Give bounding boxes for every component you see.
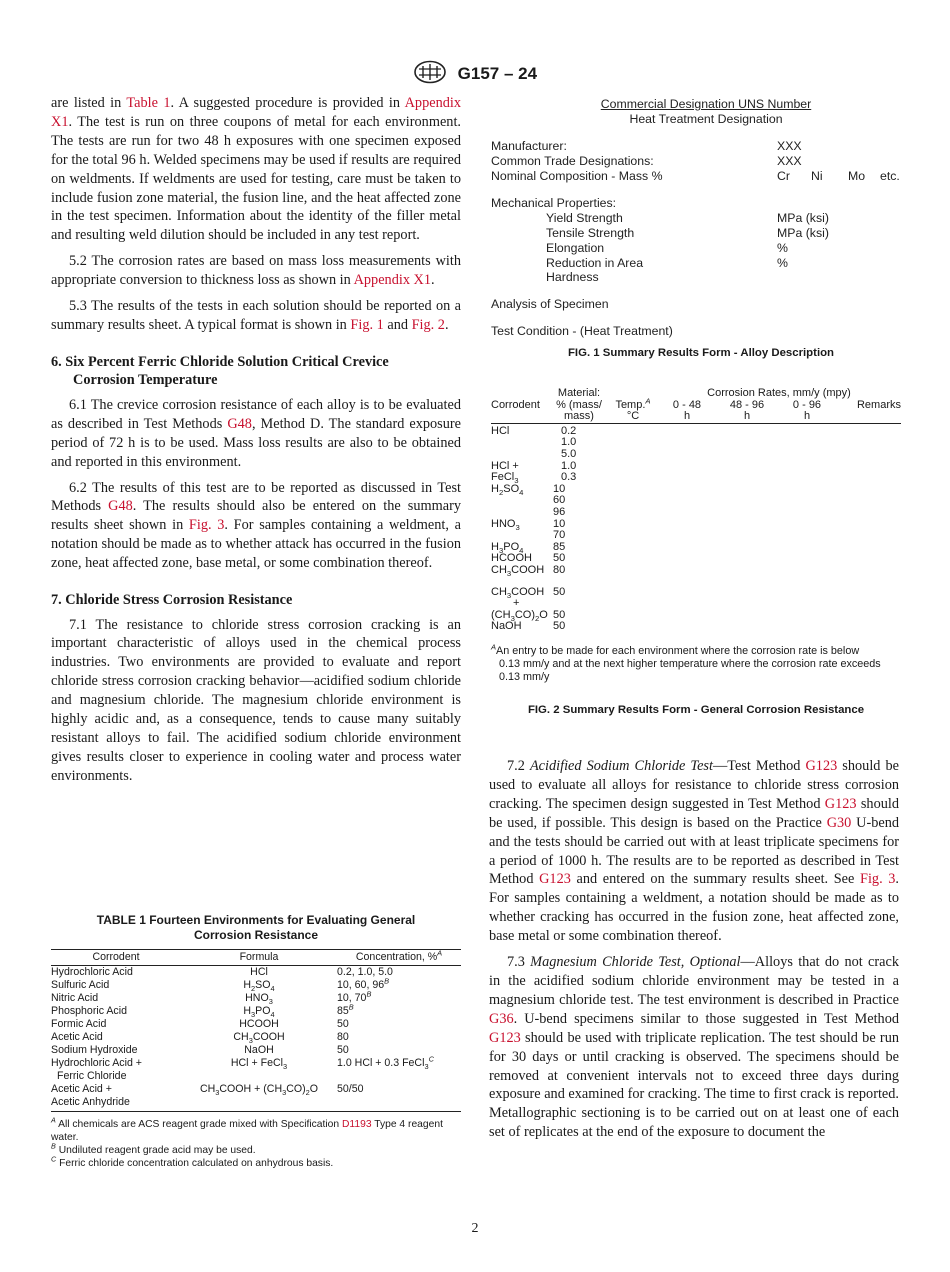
fig1-value: MPa (ksi) [777,226,829,241]
fig2-header: Temp.$^A$ °C [615,395,651,423]
fig1-label: Elongation [546,241,605,256]
section-6-heading: 6. Six Percent Ferric Chloride Solution Critical Crevice Corrosion Temperature [51,353,389,389]
link-g123[interactable]: G123 [539,871,571,888]
figure-1-caption: FIG. 1 Summary Results Form - Alloy Description [567,347,835,359]
fig2-header: Corrosion Rates, mm/y (mpy) [707,387,851,399]
paragraph-7-1: 7.1 The resistance to chloride stress corrosion cracking is an important characteristic of alloys used in the chemical process industries. Two environments are provided to evaluate and report chloride stress corrosion cracking behavior—acidified sodium chloride and magnesium chloride. The magnesium chloride environment is highly acidic and, as a consequence, tends to cause many suitably resistant alloys to fail. The acidified sodium chloride environment gives results closer to experience in cooling water and process water environments. [51,616,461,784]
fig1-value: Mo [848,169,866,184]
table-1-caption: TABLE 1 Fourteen Environments for Evaluating General Corrosion Resistance [96,913,416,942]
fig1-value: XXX [777,139,802,154]
table-1-block [51,913,461,1170]
link-appendix-x1[interactable]: Appendix X1 [51,95,461,130]
link-g123[interactable]: G123 [805,758,838,774]
paragraph-6-1: 6.1 The crevice corrosion resistance of each alloy is to be evaluated as described in Test Methods G48, Method D. The standard exposure period of 72 h is to be used. Mass loss results are also to be obtained and reported in this environment. [51,396,461,470]
fig2-header: 0 - 96 h [792,398,822,423]
table-row: Phosphoric Acid $H_3PO_4$ $85^B$ [51,1002,354,1020]
fig1-label: Mechanical Properties: [491,196,617,211]
table-header-row [51,950,461,966]
table-row: Hydrochloric Acid + Ferric Chloride HCl + FeCl$_3$ 1.0 HCl + 0.3 FeCl$_3^C$ [51,1054,434,1082]
fig1-label: Reduction in Area [546,256,644,271]
table-1-footnotes [51,1115,461,1170]
footnote-c: $^C$ Ferric chloride concentration calculated on anhydrous basis. [51,1154,334,1169]
fig1-label: Nominal Composition - Mass % [491,169,663,184]
table-row: Acetic Acid + Acetic Anhydride $CH_3COOH + (CH_3CO)_2O$ 50/50 [51,1083,461,1112]
paragraph-7-3: 7.3 Magnesium Chloride Test, Optional—Alloys that do not crack in the acidified sodium chloride environment may be tested in a magnesium chloride test. The test environment is described in Practice G36. U-bend specimens similar to those suggested in Test Method G123 should be used with triplicate replication. The test should be run for 30 days or until cracking is observed. The specimens should be removed at convenient intervals not to exceed three days during exposure and examined for cracking. The time to first crack is reported. Metallographic sectioning is to be carried out on at least one of each set of replicates at the end of the exposure to document the [489,954,899,1141]
link-fig-3[interactable]: Fig. 3 [188,517,225,534]
fig1-label: Yield Strength [546,211,623,226]
link-g123[interactable]: G123 [489,1029,521,1046]
table-row: Nitric Acid $HNO_3$ 10, $70^B$ [51,989,372,1007]
table-1 [51,949,461,1112]
fig1-label: Manufacturer: [491,139,567,154]
table-row: Sodium Hydroxide NaOH 50 [51,1044,349,1056]
link-table-1[interactable]: Table 1 [126,95,171,111]
fig1-label: Analysis of Specimen [491,296,609,311]
section-7-heading: 7. Chloride Stress Corrosion Resistance [51,592,293,609]
fig1-label: Common Trade Designations: [491,154,654,169]
link-g36[interactable]: G36 [489,1010,514,1027]
figure-1 [491,97,911,339]
fig2-header: Material: [557,387,601,399]
link-fig-1[interactable]: Fig. 1 [350,316,384,333]
fig2-header: % (mass/ mass) [556,398,602,423]
table-row: Formic Acid HCOOH 50 [51,1018,349,1030]
fig2-header: Remarks [856,398,901,411]
fig2-header: 48 - 96 h [729,398,765,423]
link-g48[interactable]: G48 [108,498,133,515]
fig1-value: % [777,241,788,256]
figure-2-caption: FIG. 2 Summary Results Form - General Corrosion Resistance [527,704,865,716]
link-g123[interactable]: G123 [824,795,857,812]
fig1-value: MPa (ksi) [777,211,829,226]
fig2-header: 0 - 48 h [672,398,702,423]
figure-2 [491,388,911,684]
fig1-value: XXX [777,154,802,169]
fig1-label: Hardness [546,270,599,285]
link-fig-2[interactable]: Fig. 2 [411,316,445,333]
astm-logo-icon [413,60,447,89]
fig2-header: Corrodent [491,398,540,411]
fig1-value: Cr [777,169,790,184]
paragraph-5-2: 5.2 The corrosion rates are based on mass loss measurements with appropriate conversion to thickness loss as shown in Appendix X1. [51,253,461,289]
footnote-b: $^B$ Undiluted reagent grade acid may be used. [51,1141,256,1156]
fig1-title: Commercial Designation UNS Number Heat Treatment Designation [600,97,812,126]
link-fig-3[interactable]: Fig. 3 [860,871,896,888]
col-header: Concentration, %$^A$ [337,950,461,966]
document-designation: G157 – 24 [457,63,538,83]
footnote-a: $^A$ All chemicals are ACS reagent grade mixed with Specification D1193 Type 4 reagent water. [51,1115,443,1143]
table-row: Sulfuric Acid $H_2SO_4$ 10, 60, $96^B$ [51,976,390,994]
fig1-value: Ni [811,169,823,184]
left-column [51,94,461,793]
fig1-label: Test Condition - (Heat Treatment) [491,324,673,339]
paragraph-6-2: 6.2 The results of this test are to be reported as discussed in Test Methods G48. The results should also be entered on the summary results sheet shown in Fig. 3. For samples containing a weldment, a notation should be made as to whether attack has occurred in the fusion zone, heat affected zone, base metal, or some combination thereof. [51,479,461,572]
paragraph-5-3: 5.3 The results of the tests in each solution should be reported on a summary results sheet. A typical format is shown in Fig. 1 and Fig. 2. [51,298,461,333]
col-header: Corrodent [51,950,181,966]
fig1-value: etc. [880,169,900,184]
link-g30[interactable]: G30 [826,814,852,831]
link-appendix-x1[interactable]: Appendix X1 [353,272,432,289]
page-header [0,60,950,89]
fig1-value: % [777,256,788,271]
table-row: Hydrochloric Acid HCl 0.2, 1.0, 5.0 [51,966,393,978]
table-row: Acetic Acid $CH_3COOH$ 80 [51,1031,349,1046]
paragraph-7-2: 7.2 Acidified Sodium Chloride Test—Test Method G123 should be used to evaluate all alloys for resistance to chloride stress corrosion cracking. The specimen design suggested in Test Method G123 should be used, if possible. This design is based on the Practice G30 U-bend and the tests should be carried out with at least triplicate specimens for a period of 1000 h. The results are to be reported as described in Test Method G123 and entered on the summary results sheet. See Fig. 3. For samples containing a weldment, a notation should be made as to whether cracking has occurred in the fusion zone, heat affected zone, base metal or some combination thereof. [489,758,899,945]
right-column [489,757,899,1149]
fig2-table: Material: Corrosion Rates, mm/y (mpy) Corrodent % (mass/ mass) Temp.$^A$ °C 0 - 48 h 48 - 96 h 0 - 96 h Remarks HCl 0.2 1.0 5.0 HCl + 1.0 FeCl$_3$ 0.3 $H_2SO_4$ 10 60 96 $HNO_3$ 10 70 $H_3PO_4$ 85 HCOOH 50 $CH_3COOH$ 80 $CH_3COOH$ 50 + $(CH_3CO)_2O$ 50 NaOH 50 [491,387,901,633]
page-number: 2 [471,1221,479,1236]
col-header: Formula [181,950,337,966]
link-d1193[interactable]: D1193 [341,1119,372,1130]
paragraph-intro: are listed in Table 1. A suggested procedure is provided in Appendix X1. The test is run on three coupons of metal for each environment. The tests are run for two 48 h exposures with one specimen exposed for the total 96 h. Welded specimens may be used if results are required on weldments. If weldments are used for testing, care must be taken to include fusion zone material, the fusion line, and the heat affected zone in the test specimen. Information about the identity of the filler metal and resulting weld dilution should be included in any test report. [51,95,461,244]
fig2-footnote: $^A$An entry to be made for each environment where the corrosion rate is below 0.13 mm/y and at the next higher temperature where the corrosion rate exceeds 0.13 mm/y [491,642,881,683]
fig1-label: Tensile Strength [546,226,635,241]
link-g48[interactable]: G48 [227,415,252,432]
